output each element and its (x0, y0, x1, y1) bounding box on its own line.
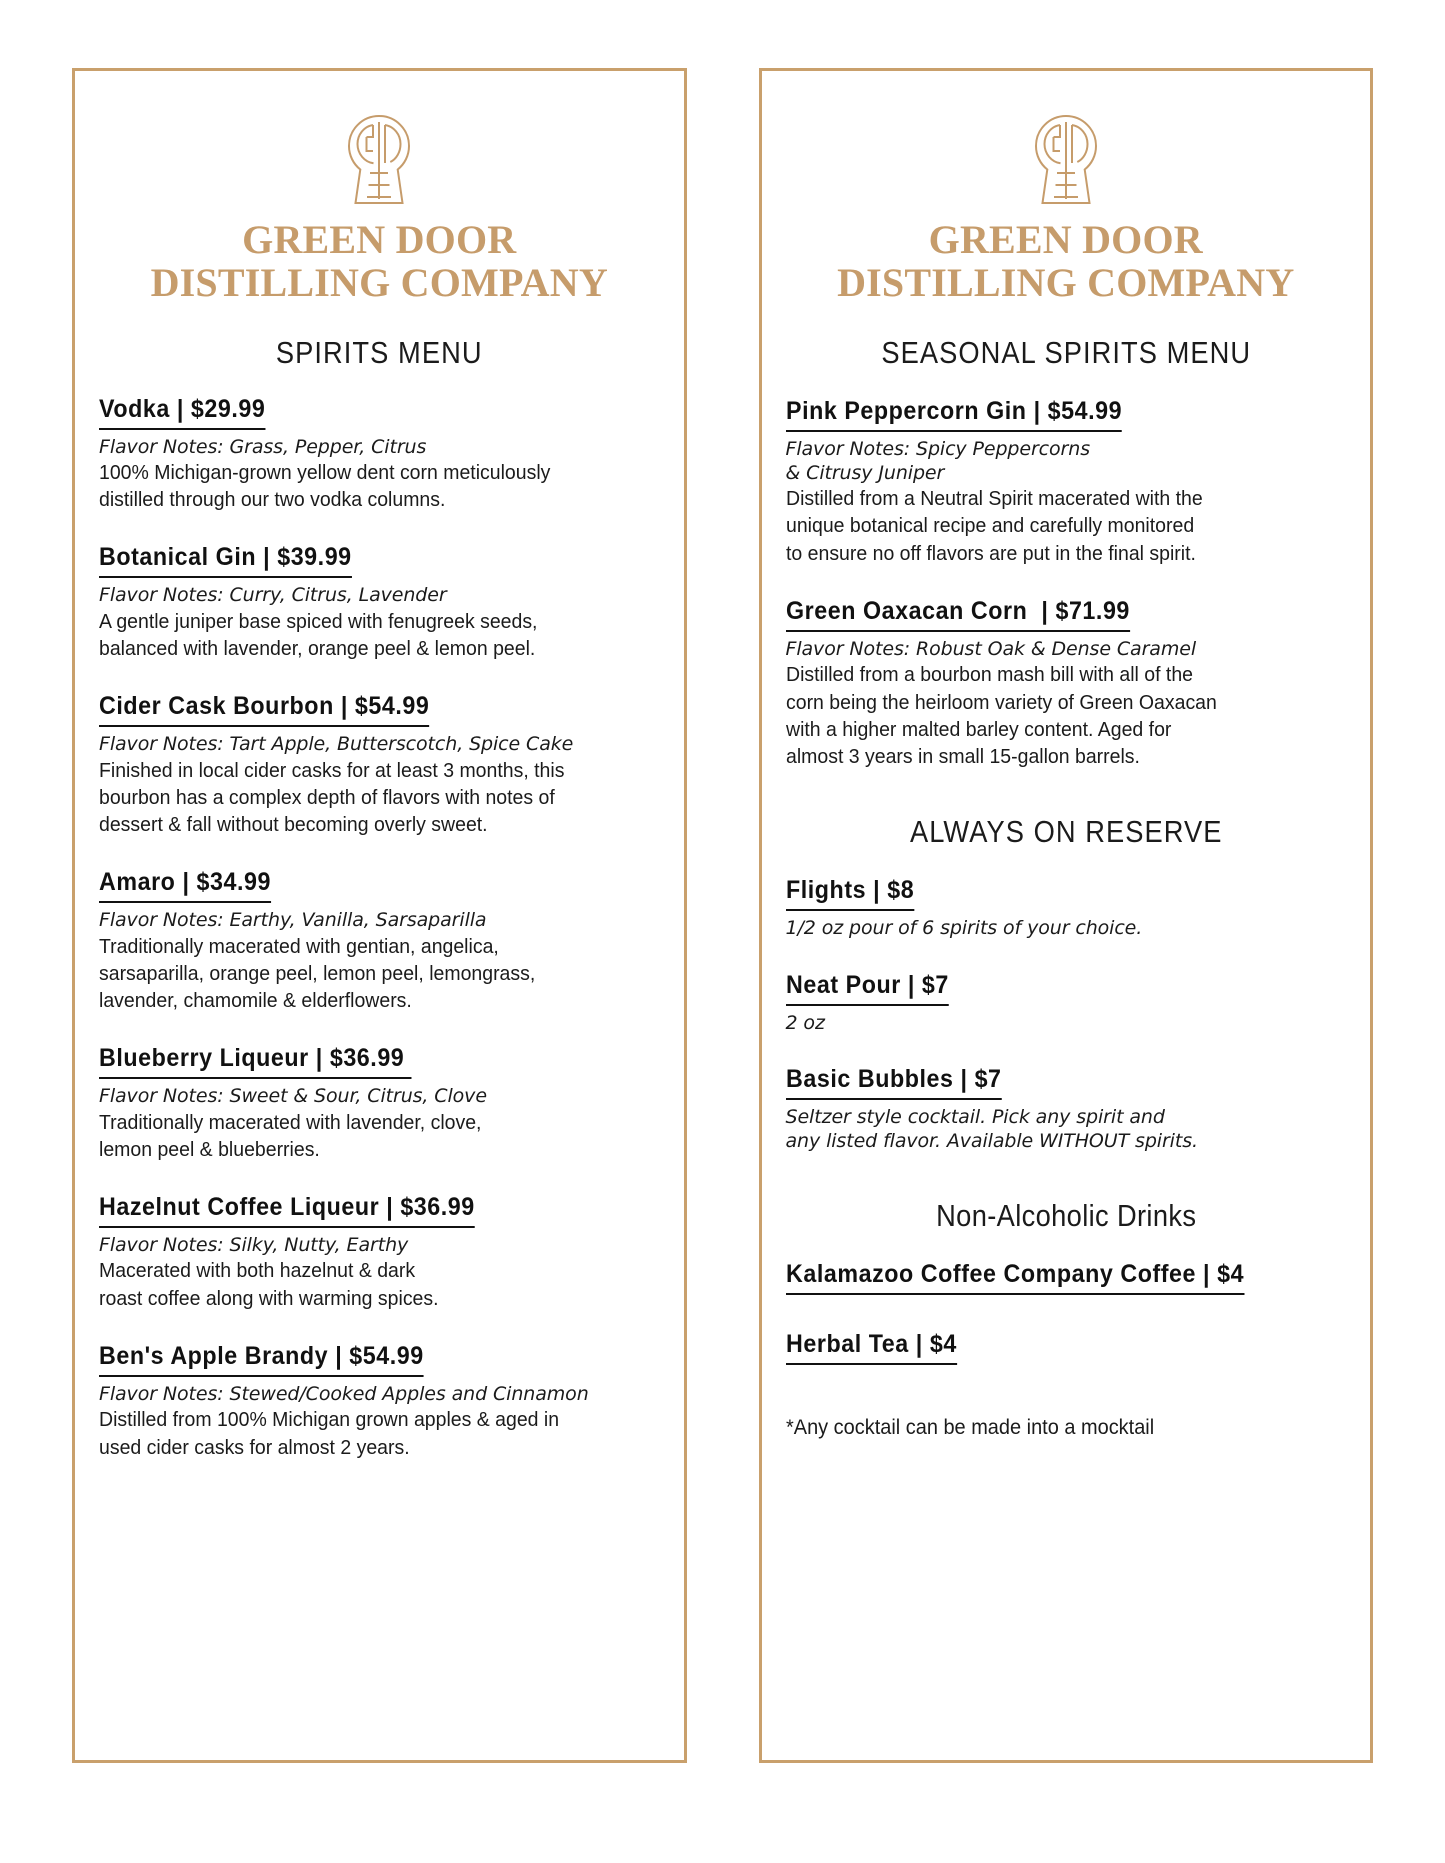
menu-item-heading: Pink Peppercorn Gin | $54.99 (786, 397, 1122, 432)
non-alcoholic-item-list (786, 1260, 1347, 1370)
menu-item-description: Distilled from 100% Michigan grown apples & aged in used cider casks for almost 2 years. (99, 1408, 560, 1459)
reserve-item (786, 971, 1347, 1035)
non-alcoholic-item (786, 1330, 1347, 1370)
seasonal-item-list (786, 397, 1347, 771)
reserve-item-notes: Seltzer style cocktail. Pick any spirit and any listed flavor. Available WITHOUT spirits. (785, 1105, 1198, 1153)
menu-item (99, 692, 660, 838)
menu-item (786, 397, 1347, 567)
reserve-item-notes: 2 oz (785, 1011, 825, 1034)
menu-item-heading: Green Oaxacan Corn | $71.99 (786, 597, 1130, 632)
non-alcoholic-item-heading: Kalamazoo Coffee Company Coffee | $4 (786, 1260, 1244, 1295)
menu-item-heading: Blueberry Liqueur | $36.99 (99, 1044, 411, 1079)
seasonal-menu-panel (759, 68, 1374, 1763)
menu-item-heading: Botanical Gin | $39.99 (99, 543, 352, 578)
logo-container (99, 111, 660, 209)
reserve-item (786, 876, 1347, 940)
spirits-menu-content (75, 71, 684, 1760)
menu-item-description: Finished in local cider casks for at least 3 months, this bourbon has a complex depth of flavors with notes of dessert & fall without becoming overly sweet. (99, 758, 565, 837)
menu-item-flavor-notes: Flavor Notes: Sweet & Sour, Citrus, Clove (99, 1085, 487, 1108)
menu-item-heading: Cider Cask Bourbon | $54.99 (99, 692, 429, 727)
always-on-reserve-title: ALWAYS ON RESERVE (909, 814, 1223, 850)
menu-item-flavor-notes: Flavor Notes: Robust Oak & Dense Caramel (785, 637, 1197, 660)
menu-item-flavor-notes: Flavor Notes: Grass, Pepper, Citrus (99, 435, 427, 458)
non-alcoholic-drinks-title: Non-Alcoholic Drinks (935, 1197, 1196, 1233)
menu-item-description: 100% Michigan-grown yellow dent corn meticulously distilled through our two vodka columns. (99, 460, 551, 512)
reserve-item-notes: 1/2 oz pour of 6 spirits of your choice. (785, 917, 1143, 940)
menu-item-flavor-notes: Flavor Notes: Tart Apple, Butterscotch, Spice Cake (99, 733, 574, 756)
menu-item-description: Distilled from a Neutral Spirit macerated with the unique botanical recipe and carefully monitored to ensure no off flavors are put in the final spirit. (785, 487, 1203, 565)
menu-item (99, 868, 660, 1014)
menu-item (99, 395, 660, 514)
menu-item-flavor-notes: Flavor Notes: Spicy Peppercorns & Citrusy Juniper (785, 437, 1091, 484)
reserve-item-heading: Basic Bubbles | $7 (786, 1065, 1002, 1100)
menu-item-flavor-notes: Flavor Notes: Curry, Citrus, Lavender (99, 584, 447, 607)
mocktail-footnote: *Any cocktail can be made into a mocktail (785, 1415, 1154, 1439)
menu-item-flavor-notes: Flavor Notes: Silky, Nutty, Earthy (99, 1234, 409, 1257)
menu-item-heading: Amaro | $34.99 (99, 868, 271, 903)
menu-item-heading: Hazelnut Coffee Liqueur | $36.99 (99, 1193, 475, 1228)
non-alcoholic-item-heading: Herbal Tea | $4 (786, 1330, 957, 1365)
menu-title: SEASONAL SPIRITS MENU (880, 334, 1251, 370)
menu-item-heading: Ben's Apple Brandy | $54.99 (99, 1342, 424, 1377)
menu-item-heading: Vodka | $29.99 (99, 395, 265, 430)
menu-item-description: Distilled from a bourbon mash bill with all of the corn being the heirloom variety of Green Oaxacan with a higher malted barley content. Aged for almost 3 years in small 15-gallon barrels. (785, 663, 1217, 769)
menu-item (99, 1044, 660, 1163)
menu-item (99, 1193, 660, 1312)
menu-item-description: Traditionally macerated with lavender, clove, lemon peel & blueberries. (99, 1110, 482, 1161)
non-alcoholic-item (786, 1260, 1347, 1300)
menu-item-flavor-notes: Flavor Notes: Stewed/Cooked Apples and Cinnamon (99, 1382, 589, 1405)
menu-item-flavor-notes: Flavor Notes: Earthy, Vanilla, Sarsaparilla (99, 909, 487, 932)
menu-item (99, 543, 660, 662)
menu-item-description: Macerated with both hazelnut & dark roast coffee along with warming spices. (99, 1259, 439, 1310)
reserve-item-heading: Neat Pour | $7 (786, 971, 949, 1006)
seasonal-menu-content (762, 71, 1371, 1760)
menu-item-description: Traditionally macerated with gentian, angelica, sarsaparilla, orange peel, lemon peel, lemongrass, lavender, chamomile & elderflowers. (99, 934, 536, 1013)
menu-title: SPIRITS MENU (275, 334, 483, 370)
menu-item (99, 1342, 660, 1461)
brand-title: GREEN DOOR DISTILLING COMPANY (837, 217, 1295, 305)
menu-item-description: A gentle juniper base spiced with fenugreek seeds, balanced with lavender, orange peel & lemon peel. (99, 609, 538, 660)
spirits-item-list (99, 395, 660, 1461)
reserve-item (786, 1065, 1347, 1154)
brand-title: GREEN DOOR DISTILLING COMPANY (150, 217, 608, 305)
reserve-item-heading: Flights | $8 (786, 876, 914, 911)
spirits-menu-panel (72, 68, 687, 1763)
keyhole-gd-monogram-logo-icon (1029, 111, 1103, 209)
reserve-item-list (786, 876, 1347, 1153)
menu-item (786, 597, 1347, 770)
keyhole-gd-monogram-logo-icon (342, 111, 416, 209)
logo-container (786, 111, 1347, 209)
